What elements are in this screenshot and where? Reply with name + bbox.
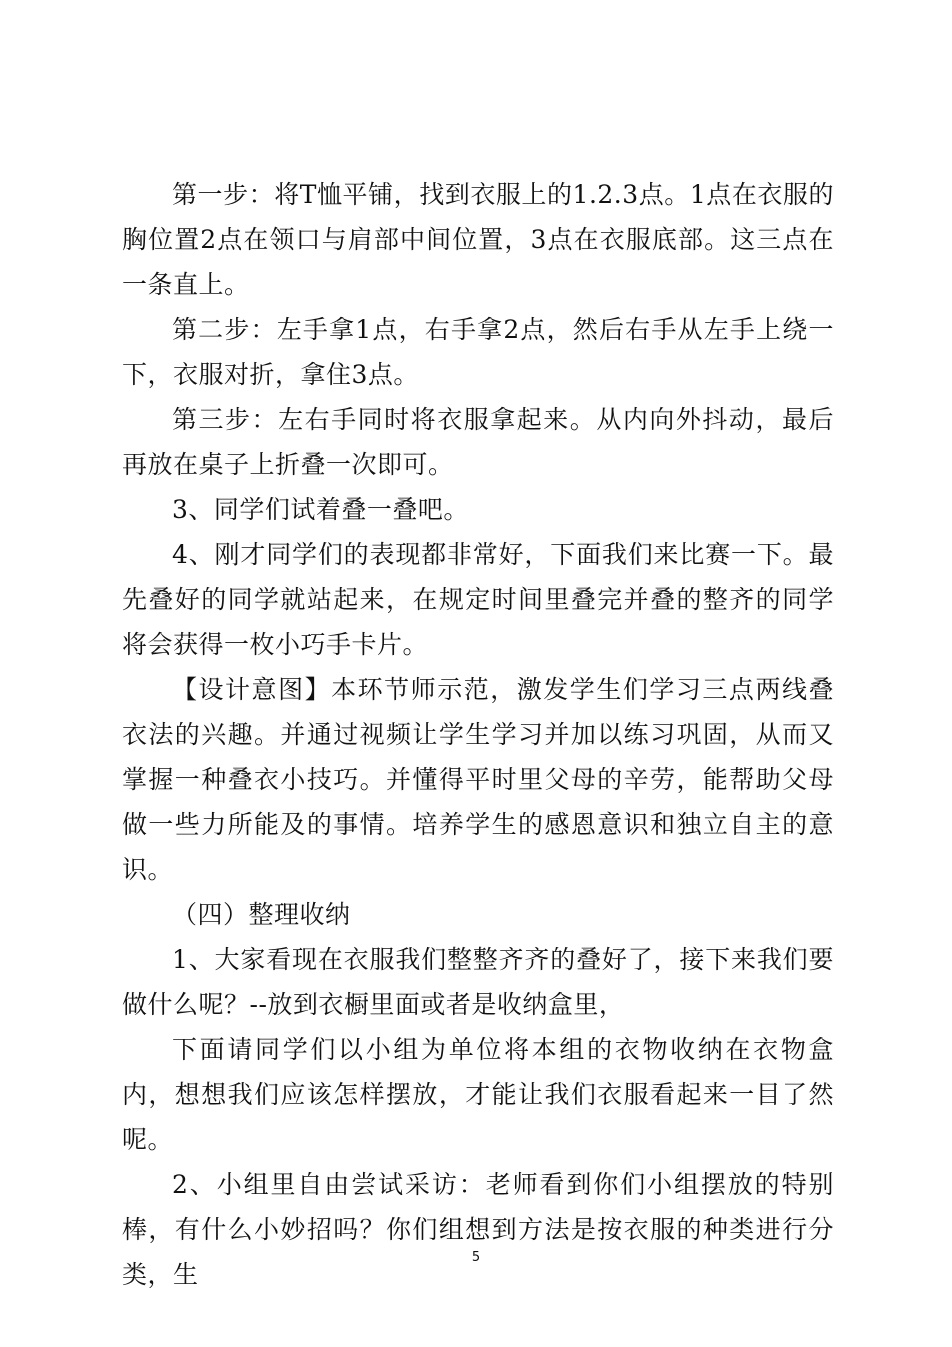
paragraph-group-instruction: 下面请同学们以小组为单位将本组的衣物收纳在衣物盒内，想想我们应该怎样摆放，才能让我们衣服看起来一目了然呢。 <box>122 1035 834 1154</box>
page-number: 5 <box>471 1250 481 1265</box>
paragraph-organize-item-1: 1、大家看现在衣服我们整整齐齐的叠好了，接下来我们要做什么呢？--放到衣橱里面或者是收纳盒里， <box>122 945 834 1019</box>
document-body <box>122 172 834 1297</box>
paragraph-step-three: 第三步：左右手同时将衣服拿起来。从内向外抖动，最后再放在桌子上折叠一次即可。 <box>122 405 834 479</box>
paragraph-item-3: 3、同学们试着叠一叠吧。 <box>172 495 469 524</box>
paragraph-step-one: 第一步：将T恤平铺，找到衣服上的1.2.3点。1点在衣服的胸位置2点在领口与肩部中间位置，3点在衣服底部。这三点在一条直上。 <box>122 180 834 299</box>
paragraph-design-intent: 【设计意图】本环节师示范，激发学生们学习三点两线叠衣法的兴趣。并通过视频让学生学习并加以练习巩固，从而又掌握一种叠衣小技巧。并懂得平时里父母的辛劳，能帮助父母做一些力所能及的事情。培养学生的感恩意识和独立自主的意识。 <box>122 675 834 884</box>
paragraph-step-two: 第二步：左手拿1点，右手拿2点，然后右手从左手上绕一下，衣服对折，拿住3点。 <box>122 315 834 389</box>
paragraph-item-4: 4、刚才同学们的表现都非常好，下面我们来比赛一下。最先叠好的同学就站起来，在规定时间里叠完并叠的整齐的同学将会获得一枚小巧手卡片。 <box>122 540 834 659</box>
section-heading-organize: （四）整理收纳 <box>172 900 351 929</box>
paragraph-organize-item-2: 2、小组里自由尝试采访：老师看到你们小组摆放的特别棒，有什么小妙招吗？你们组想到方法是按衣服的种类进行分类，生 <box>122 1170 834 1289</box>
